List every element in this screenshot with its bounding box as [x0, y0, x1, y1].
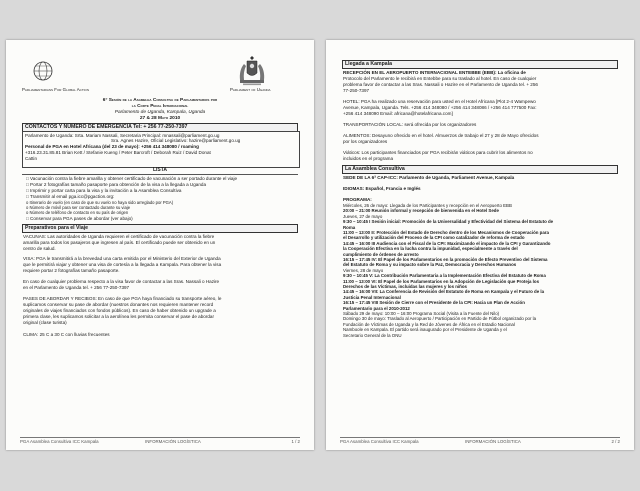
reception-line: RECEPCIÓN EN EL AEROPUERTO INTERNACIONAL ENTEBBE (EBB): La oficina de	[343, 70, 526, 75]
program-line: 16:15 – 17:45 VIII Sesión de Cierre con el Presidente de la CPI: Hacia un Plan de Acción	[343, 300, 525, 306]
program-line: 14:45 – 16:00 III Audiencia con el Fiscal de la CPI: Maximizando el impacto de la CPI y Garantizando	[343, 240, 551, 246]
program-line: Jueves, 27 de mayo	[343, 213, 383, 219]
per-diem-line: Viáticos: Los participantes financiados por PGA recibirán viáticos para cubrir los alimentos no	[343, 150, 533, 155]
program-line: 14:45 – 16:00 VII: La Conferencia de Revisión del Estatuto de Roma en Kampala y el Futuro de la	[343, 289, 545, 295]
hotel-line: +256 414 348090 Email: africana@hotelafricana.com]	[343, 111, 453, 116]
program-title: PROGRAMA:	[343, 197, 372, 202]
vaccination-line: VACUNAS: Las autoridades de Uganda requieren el certificado de vacunación contra la fiebre	[23, 234, 215, 239]
footer-page-number: 2 / 2	[611, 439, 620, 444]
uganda-coat-of-arms-icon	[234, 56, 270, 86]
visa-line: requiere portar 2 fotografías tamaño pasaporte.	[23, 268, 120, 273]
checklist-item: □ Vacunación contra la fiebre amarilla y obtener certificado de vacunación a ser portado durante el viaje	[26, 176, 238, 181]
program-line: la Cooperación Efectiva en la lucha contra la impunidad, especialmente a través del	[343, 246, 518, 252]
session-title-line2: la Corte Penal Internacional	[131, 104, 189, 109]
session-title-line1: 6° Sesión de la Asamblea Consultiva de Parlamentarios por	[102, 98, 218, 103]
pga-logo-icon	[32, 60, 54, 84]
visa-problem-line: En caso de cualquier problema respecto a la visa favor de contactar a las Sras. Nassali o Hazire	[23, 279, 220, 284]
program-line: Parlamentario para el 2010-2012	[343, 305, 410, 311]
checklist-title: LISTA	[152, 167, 168, 173]
vaccination-line: centro de salud.	[23, 246, 56, 251]
checklist-item: □ Transmitir al email pga.icc@pgaction.org:	[26, 194, 115, 199]
checklist-subitem: o Número de móvil para ser contactado durante su viaje	[26, 205, 131, 210]
contact-line-3: +316.23.31.85.81 Brian Kett / Stefanie Kueng / Peter Barcroft / Deborah Ruiz / David Donat	[25, 150, 211, 155]
program-line: 11:00 – 13:00 II: Protección del Estado de Derecho dentro de los Mecanismos de Cooperación para	[343, 230, 549, 235]
program-line: Derechos de las Víctimas, incluidas las mujeres y los niños	[343, 284, 467, 289]
program-line: 11:00 – 13:00 VI: El Papel de los Parlamentarios en la Adopción de Legislación que Proteja los	[343, 278, 540, 284]
program-line: Viernes, 28 de mayo	[343, 267, 384, 273]
contact-line-4: Cattin	[25, 156, 38, 161]
footer-mid: INFORMACIÓN LOGÍSTICA	[465, 439, 521, 444]
per-diem-line: incluidos en el programa	[343, 156, 394, 161]
session-place: Parlamento de Uganda, Kampala, Uganda	[114, 110, 206, 115]
reception-line: Protocolo del Parlamento le recibirá en Entebbe para su traslado al hotel. En caso de cualquier	[343, 76, 537, 81]
org-right-label: Parliament of Uganda	[230, 87, 271, 92]
program-line: 16:15 – 17:45 IV: El Papel de los Parlamentarios en la promoción de Efecto Preventivo del Sistema	[343, 257, 548, 262]
languages-line: IDIOMAS: Español, Francia e Inglés	[343, 186, 421, 191]
hotel-line: HOTEL: PGA ha realizado una reservación para usted en el Hotel Africana [Plot 2-4 Wampewo	[343, 99, 536, 104]
boarding-pass-line: suplicamos conservar su pase de abordar (nuestros donantes nos requieren mantener record	[23, 302, 214, 307]
boarding-pass-line: primera clase, les suplicamos solicitar a la aerolínea les permita conservar el pase de abordar	[23, 314, 214, 319]
page-footer	[20, 437, 300, 444]
document-page-2	[326, 40, 634, 450]
boarding-pass-line: originales de viajes financiados con fondos públicos). En caso de haber obtenido un upgrade a	[23, 308, 216, 313]
program-line: Domingo 30 de mayo: Traslado al Aeropuerto / Participación en Partido de Fútbol organizado por la	[343, 316, 537, 322]
checklist-item: □ Imprimir y portar carta para la visa y la invitación a la Asamblea Consultiva	[26, 188, 182, 193]
venue-line: SEDE DE LA 6ª CAP-ICC: Parlamento de Uganda, Parliament Avenue, Kampala	[343, 175, 515, 180]
checklist-subitem: o Número de teléfono de contacto en su país de origen	[26, 210, 129, 215]
checklist-item: □ Conservar para PGA pases de abordar (ver abajo)	[26, 216, 133, 221]
session-dates: 27 & 28 Mayo 2010	[139, 116, 181, 121]
reception-line: 77-250-7397	[343, 88, 370, 93]
contact-line-1: Parlamento de Uganda: Srta. Mariam Nassali, Secretaria Principal: mnassali@parliament.go.ug	[25, 133, 220, 138]
assembly-header: La Asamblea Consultiva	[342, 165, 618, 174]
program-line: 20:00 – 21:00 Reunión informal y recepción de bienvenida en el Hotel Sede	[343, 208, 499, 214]
visa-line: que le permitirá viajar y obtener una visa de cortesía a la llegada a Kampala. Para obtener la visa	[23, 262, 222, 267]
program-line: Fundación de Víctimas de Uganda y la Red de Jóvenes de África en el Estadio Nacional	[343, 321, 515, 327]
page-footer	[340, 437, 620, 444]
travel-prep-header: Preparativos para el Viaje	[22, 224, 298, 233]
reception-line: problema favor de contactar a las Sras. Nassali o Hazire en el Parlamento de Uganda tel. + 256	[343, 82, 538, 87]
local-transport-line: TRANSPORTACIÓN LOCAL: será ofrecida por los organizadores	[343, 122, 477, 127]
org-left-label: Parliamentarians For Global Action	[22, 87, 89, 92]
hotel-line: Avenue, Kampala, Uganda. Tels. +256 414 348080 / +256 414 348086 / +256 414 777500 Fax:	[343, 105, 537, 110]
program-line: Justicia Penal Internacional	[343, 294, 401, 300]
footer-page-number: 1 / 2	[291, 439, 300, 444]
program-line: Roma	[343, 224, 356, 230]
food-line: ALIMENTOS: Desayuno ofrecido en el hotel. Almuerzos de trabajo el 27 y 28 de Mayo ofrecidos	[343, 133, 539, 138]
food-line: por los organizadores	[343, 139, 388, 144]
program-line: del Estatuto de Roma y su impacto sobre la Paz, Democracia y Derechos Humanos	[343, 262, 517, 268]
visa-problem-line: en el Parlamento de Uganda tel. + 256 77-250-7397	[23, 285, 130, 290]
contact-line-1b: Sra. Agnes Hazire, Oficial Legislativo: hazire@parliament.go.ug	[111, 138, 241, 143]
footer-left: PGA Asamblea Consultiva ICC Kampala	[340, 439, 419, 444]
program-line: Secretario General de la ONU	[343, 332, 402, 338]
program-line: cumplimiento de órdenes de arresto	[343, 251, 419, 257]
program-line: el Desarrollo y utilización del Proceso de la CPI como catalizador de reforma de estado	[343, 235, 525, 241]
vaccination-line: amarilla para todos los pasajeros que ingresen al país. El certificado puede ser obtenido en un	[23, 240, 216, 245]
checklist-item: □ Portar 2 fotografías tamaño pasaporte para obtención de la visa a la llegada a Uganda	[26, 182, 207, 187]
checklist-subitem: o Itinerario de vuelo (en caso de que su vuelo no haya sido arreglado por PGA)	[26, 200, 174, 205]
document-page-1	[6, 40, 314, 450]
divider	[22, 174, 298, 175]
program-line: 9:30 – 10:45 V: La Contribución Parlamentaria a la Implementación Efectiva del Estatuto de Roma	[343, 273, 546, 279]
arrival-header: Llegada a Kampala	[342, 60, 618, 69]
visa-line: VISA: PGA le transmitirá a la brevedad una carta emitida por el Ministerio del Exterior de Uganda	[23, 256, 221, 261]
footer-left: PGA Asamblea Consultiva ICC Kampala	[20, 439, 99, 444]
boarding-pass-line: original (clase turista)	[23, 320, 67, 325]
boarding-pass-line: PASES DE ABORDAR Y RECIBOS: En caso de que PGA haya financiado su transporte aéreo, le	[23, 296, 222, 301]
contact-line-2: Personal de PGA en Hotel Africana (del 23 de mayo): +256 414 348080 / roaming	[25, 144, 199, 149]
program-line: Miércoles, 26 de mayo: Llegada de los Participantes y recepción en el Aeropuerto EBB	[343, 203, 512, 208]
program-line: Namboole en Kampala. El partido será inaugurado por el Presidente de Uganda y el	[343, 327, 507, 333]
program-line: 9:30 – 10:45 I Sesión inicial: Promoción de la Universalidad y Efectividad del Sistema del Estatuto de	[343, 219, 554, 225]
program-line: Sábado 29 de mayo: 10:00 – 16:00 Programa Social (Visita a la Fuente del Nilo)	[343, 311, 500, 316]
footer-mid: INFORMACIÓN LOGÍSTICA	[145, 439, 201, 444]
climate-line: CLIMA: 25 C a 30 C con lluvias frecuentes	[23, 332, 110, 337]
contacts-header: CONTACTOS Y NÚMERO DE EMERGENCIA Tel: + 256 77-250-7397	[22, 123, 298, 132]
